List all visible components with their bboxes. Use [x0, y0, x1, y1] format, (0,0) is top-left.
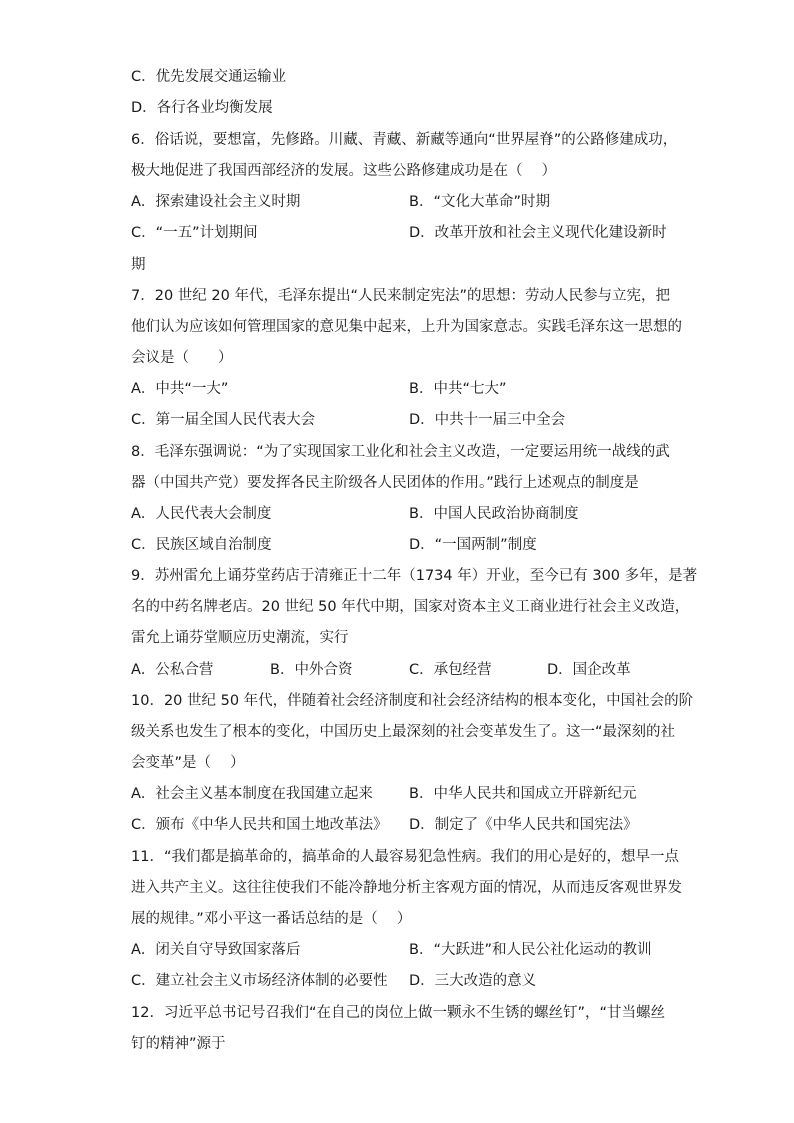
q6-options-row-2	[131, 223, 691, 245]
q11-option-a: A．闭关自守导致国家落后	[131, 942, 301, 958]
q11-option-c: C．建立社会主义市场经济体制的必要性	[131, 973, 388, 989]
q8-option-d: D．“一国两制”制度	[409, 537, 537, 553]
q7-stem-line-2: 他们认为应该如何管理国家的意见集中起来，上升为国家意志。实践毛泽东这一思想的	[131, 319, 682, 335]
q5-option-c: C．优先发展交通运输业	[131, 69, 287, 85]
q8-options-row-2	[131, 535, 691, 557]
q8-option-a: A．人民代表大会制度	[131, 506, 272, 522]
q9-options-row	[131, 660, 691, 682]
q6-stem-line-2: 极大地促进了我国西部经济的发展。这些公路修建成功是在（ ）	[131, 163, 557, 179]
q7-option-d: D．中共十一届三中全会	[409, 412, 566, 428]
q7-stem-line-3: 会议是（ ）	[131, 350, 233, 366]
q6-options-row-1	[131, 192, 691, 214]
q9-option-d: D．国企改革	[547, 662, 631, 678]
q6-option-a: A．探索建设社会主义时期	[131, 194, 301, 210]
q7-options-row-2	[131, 410, 691, 432]
q8-options-row-1	[131, 504, 691, 526]
q10-option-d: D．制定了《中华人民共和国宪法》	[409, 817, 638, 833]
q7-stem-line-1: 7．20 世纪 20 年代，毛泽东提出“人民来制定宪法”的思想：劳动人民参与立宪，把	[131, 288, 670, 304]
q6-option-c: C．“一五”计划期间	[131, 225, 258, 241]
q5-option-d: D．各行各业均衡发展	[131, 100, 273, 116]
q11-options-row-1	[131, 940, 691, 962]
q11-option-b: B．“大跃进”和人民公社化运动的教训	[409, 942, 652, 958]
q10-stem-line-1: 10．20 世纪 50 年代，伴随着社会经济制度和社会经济结构的根本变化，中国社会的阶	[131, 693, 694, 709]
q7-option-c: C．第一届全国人民代表大会	[131, 412, 316, 428]
q8-option-b: B．中国人民政治协商制度	[409, 506, 579, 522]
q12-stem-line-1: 12．习近平总书记号召我们“在自己的岗位上做一颗永不生锈的螺丝钉”，“甘当螺丝	[131, 1005, 665, 1021]
q6-option-d: D．改革开放和社会主义现代化建设新时	[409, 225, 667, 241]
q10-option-a: A．社会主义基本制度在我国建立起来	[131, 786, 373, 802]
q7-options-row-1	[131, 379, 691, 401]
q6-stem-line-1: 6．俗话说，要想富，先修路。川藏、青藏、新藏等通向“世界屋脊”的公路修建成功，	[131, 132, 678, 148]
q11-stem-line-1: 11．“我们都是搞革命的，搞革命的人最容易犯急性病。我们的用心是好的，想早一点	[131, 849, 679, 865]
q9-option-c: C．承包经营	[409, 662, 492, 678]
q11-option-d: D．三大改造的意义	[409, 973, 537, 989]
q9-stem-line-3: 雷允上诵芬堂顺应历史潮流，实行	[131, 630, 349, 646]
q8-stem-line-1: 8．毛泽东强调说：“为了实现国家工业化和社会主义改造，一定要运用统一战线的武	[131, 444, 670, 460]
q10-options-row-1	[131, 784, 691, 806]
q9-option-a: A．公私合营	[131, 662, 214, 678]
q6-option-b: B．“文化大革命”时期	[409, 194, 550, 210]
q10-option-b: B．中华人民共和国成立开辟新纪元	[409, 786, 637, 802]
q10-options-row-2	[131, 815, 691, 837]
q8-option-c: C．民族区域自治制度	[131, 537, 272, 553]
q7-option-b: B．中共“七大”	[409, 381, 507, 397]
q10-stem-line-2: 级关系也发生了根本的变化，中国历史上最深刻的社会变革发生了。这一“最深刻的社	[131, 724, 676, 740]
q9-stem-line-2: 名的中药名牌老店。20 世纪 50 年代中期，国家对资本主义工商业进行社会主义改造，	[131, 599, 690, 615]
q6-option-d-continued: 期	[131, 257, 146, 273]
q12-stem-line-2: 钉的精神”源于	[131, 1036, 226, 1052]
q11-options-row-2	[131, 971, 691, 993]
q10-stem-line-3: 会变革”是（ ）	[131, 755, 245, 771]
q8-stem-line-2: 器（中国共产党）要发挥各民主阶级各人民团体的作用。”践行上述观点的制度是	[131, 475, 639, 491]
q11-stem-line-2: 进入共产主义。这往往使我们不能冷静地分析主客观方面的情况，从而违反客观世界发	[131, 880, 682, 896]
q10-option-c: C．颁布《中华人民共和国土地改革法》	[131, 817, 388, 833]
q11-stem-line-3: 展的规律。”邓小平这一番话总结的是（ ）	[131, 911, 412, 927]
q9-option-b: B．中外合资	[270, 662, 353, 678]
q9-stem-line-1: 9．苏州雷允上诵芬堂药店于清雍正十二年（1734 年）开业，至今已有 300 多年，是著	[131, 568, 698, 584]
q7-option-a: A．中共“一大”	[131, 381, 229, 397]
